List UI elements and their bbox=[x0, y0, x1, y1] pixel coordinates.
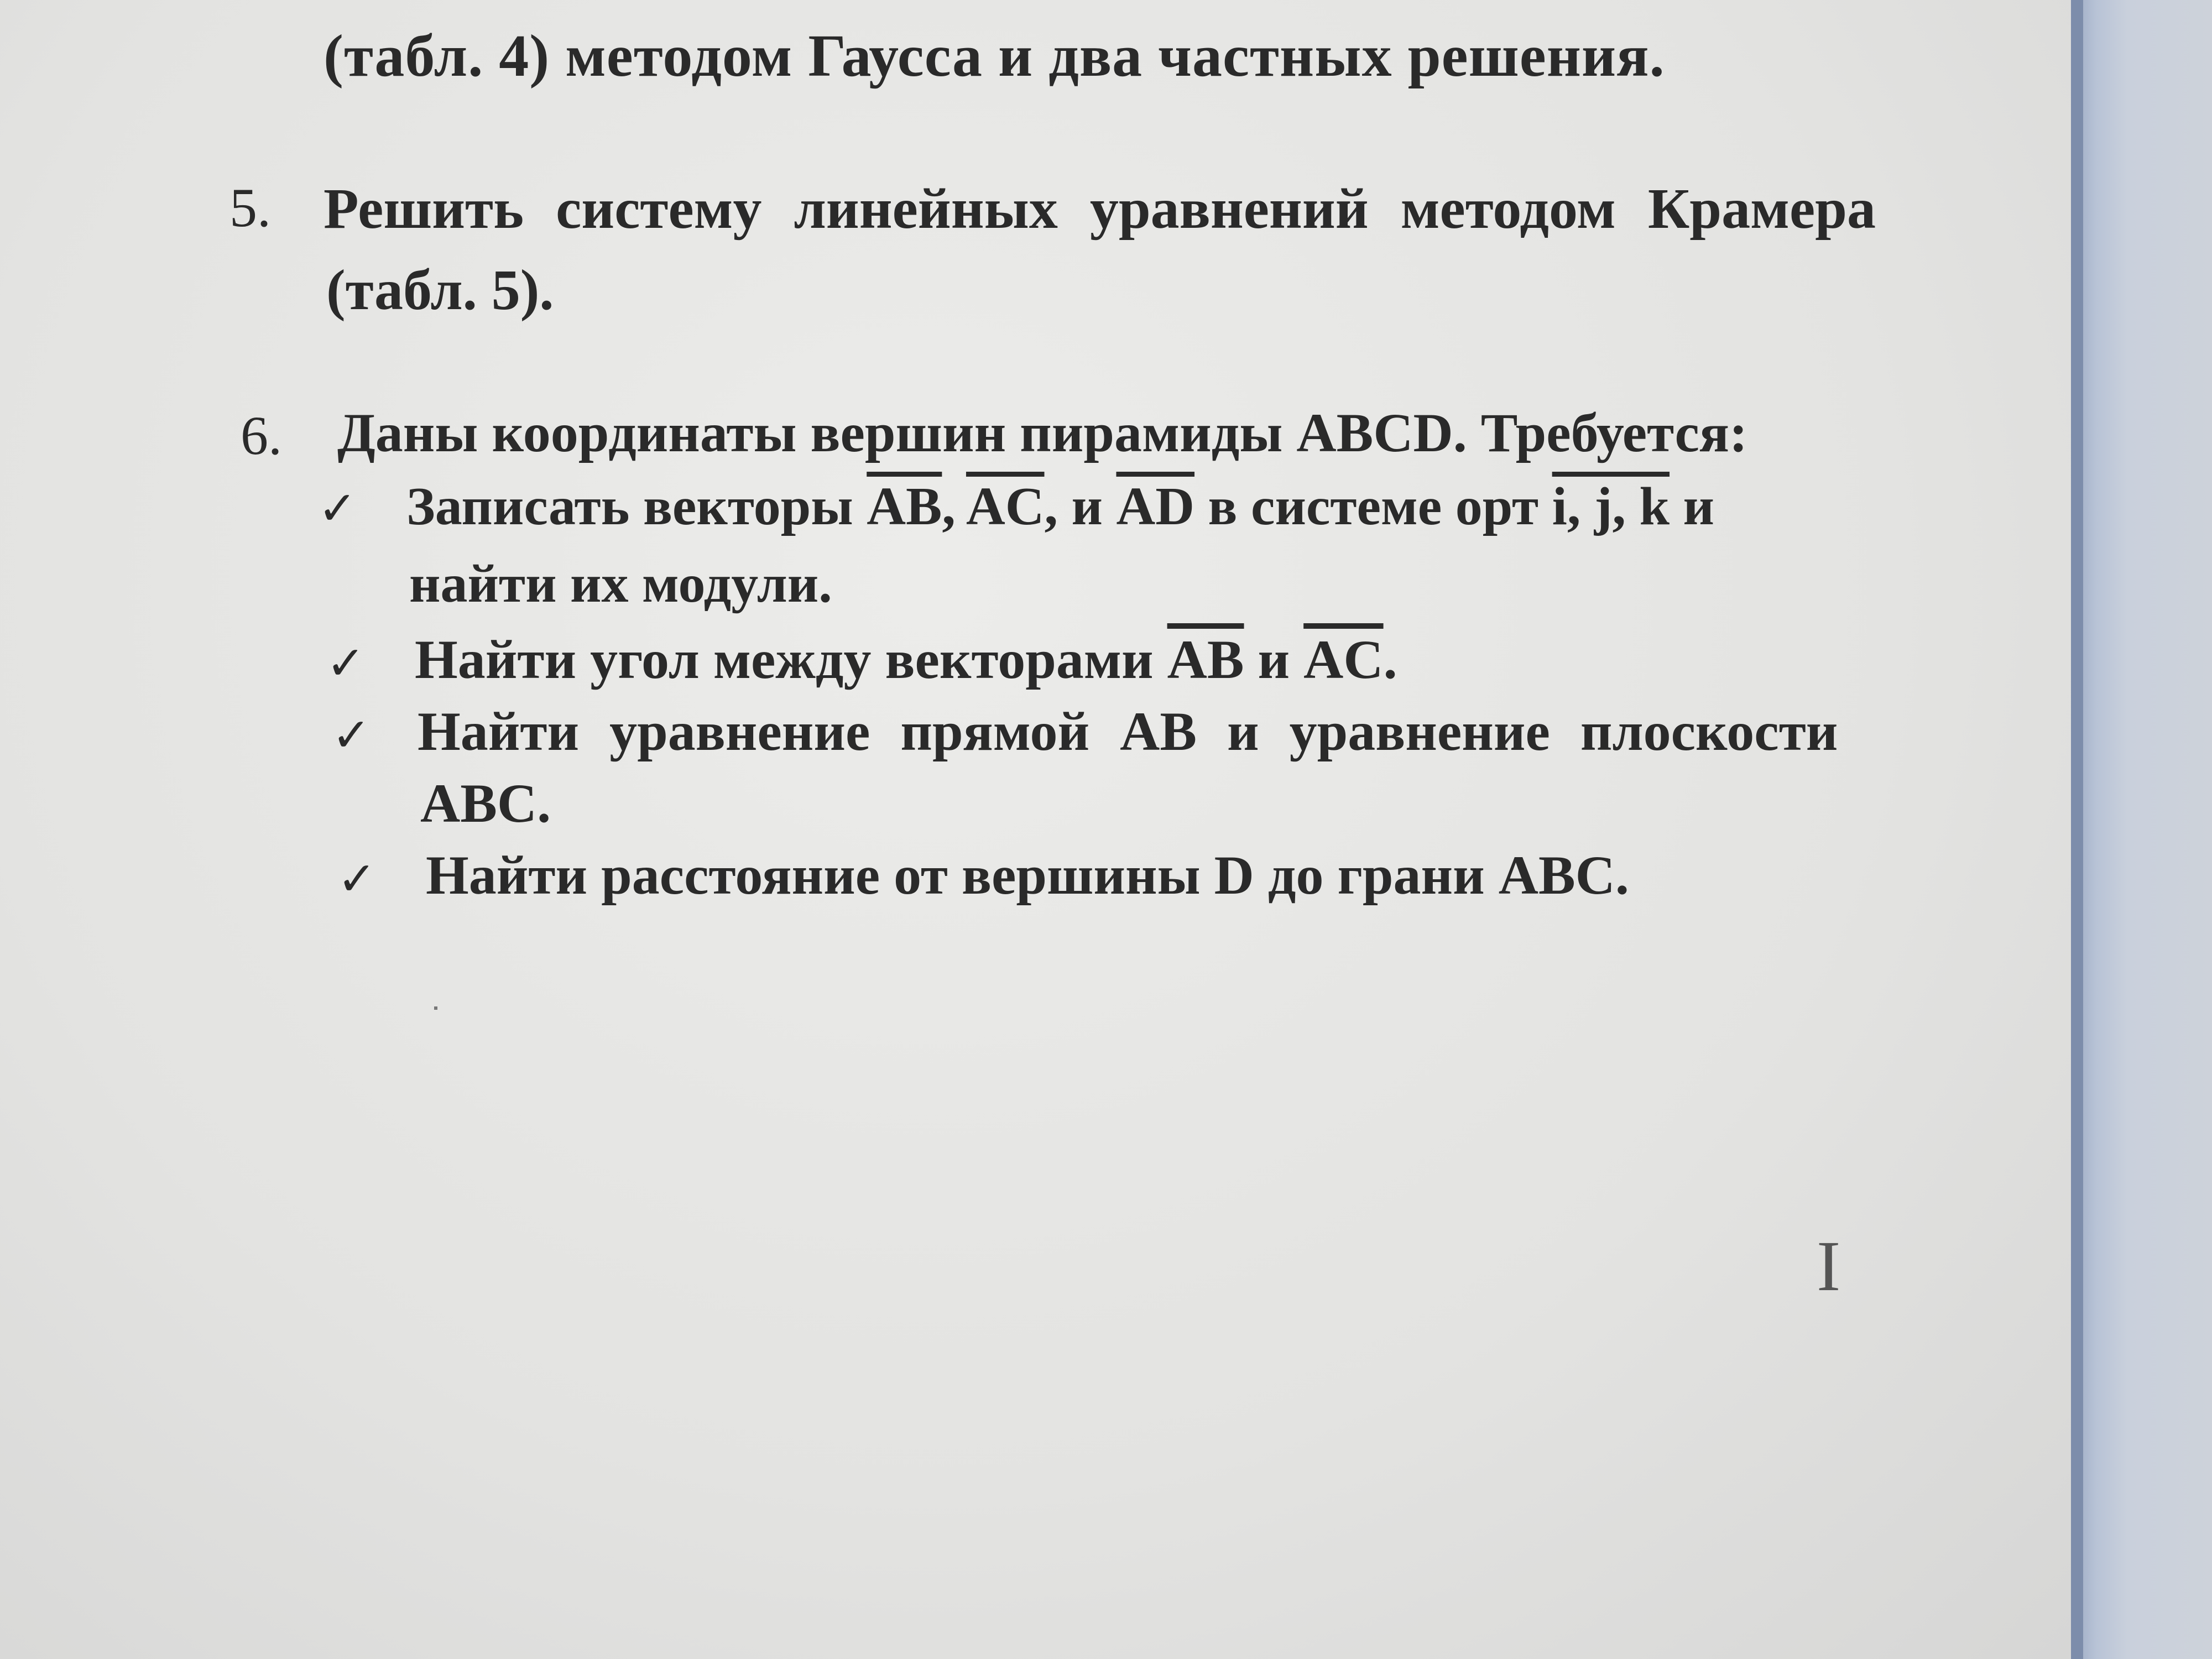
vertical-scrollbar[interactable] bbox=[2071, 0, 2212, 1659]
bullet4-line: Найти расстояние от вершины D до грани ABC. bbox=[426, 844, 1629, 906]
vector-ab: $\overline{AB}$ bbox=[867, 477, 942, 536]
item6-number: 6. bbox=[241, 405, 282, 466]
vector-ac: $\overline{AC}$ bbox=[1303, 629, 1384, 690]
check-icon: ✓ bbox=[332, 710, 371, 761]
bullet2-and: и bbox=[1244, 629, 1304, 690]
bullet1-line1 bbox=[406, 476, 1714, 538]
check-icon: ✓ bbox=[318, 483, 357, 535]
bullet1-line2: найти их модули. bbox=[409, 554, 832, 614]
unit-vectors: i, j, k bbox=[1552, 477, 1670, 536]
separator: , и bbox=[1044, 477, 1117, 536]
item4-tail: (табл. 4) методом Гаусса и два частных решения. bbox=[324, 23, 1665, 89]
separator: , bbox=[942, 477, 966, 536]
bullet2-line bbox=[415, 628, 1397, 691]
text-cursor-icon: I bbox=[1817, 1227, 1841, 1306]
check-icon: ✓ bbox=[326, 638, 366, 690]
item5-number: 5. bbox=[229, 177, 271, 238]
vector-ac: $\overline{AC}$ bbox=[966, 477, 1045, 536]
vector-ad: $\overline{AD}$ bbox=[1116, 477, 1195, 536]
vector-ab: $\overline{AB}$ bbox=[1167, 629, 1244, 690]
bullet3-line2: ABC. bbox=[420, 773, 551, 834]
item5-line2: (табл. 5). bbox=[326, 258, 554, 322]
check-icon: ✓ bbox=[337, 854, 377, 905]
bullet1-text: Записать векторы bbox=[406, 477, 867, 536]
bullet2-text: Найти угол между векторами bbox=[415, 629, 1167, 690]
speck bbox=[434, 1006, 437, 1010]
bullet1-mid: в системе орт bbox=[1194, 477, 1552, 536]
bullet3-line1: Найти уравнение прямой AB и уравнение плоскости bbox=[418, 701, 1838, 762]
scrollbar-edge bbox=[2071, 0, 2083, 1659]
bullet1-end: и bbox=[1670, 477, 1714, 536]
item6-intro: Даны координаты вершин пирамиды ABCD. Требуется: bbox=[337, 402, 1748, 463]
item5-line1: Решить систему линейных уравнений методом Крамера bbox=[324, 177, 1876, 241]
bullet2-end: . bbox=[1383, 629, 1397, 690]
